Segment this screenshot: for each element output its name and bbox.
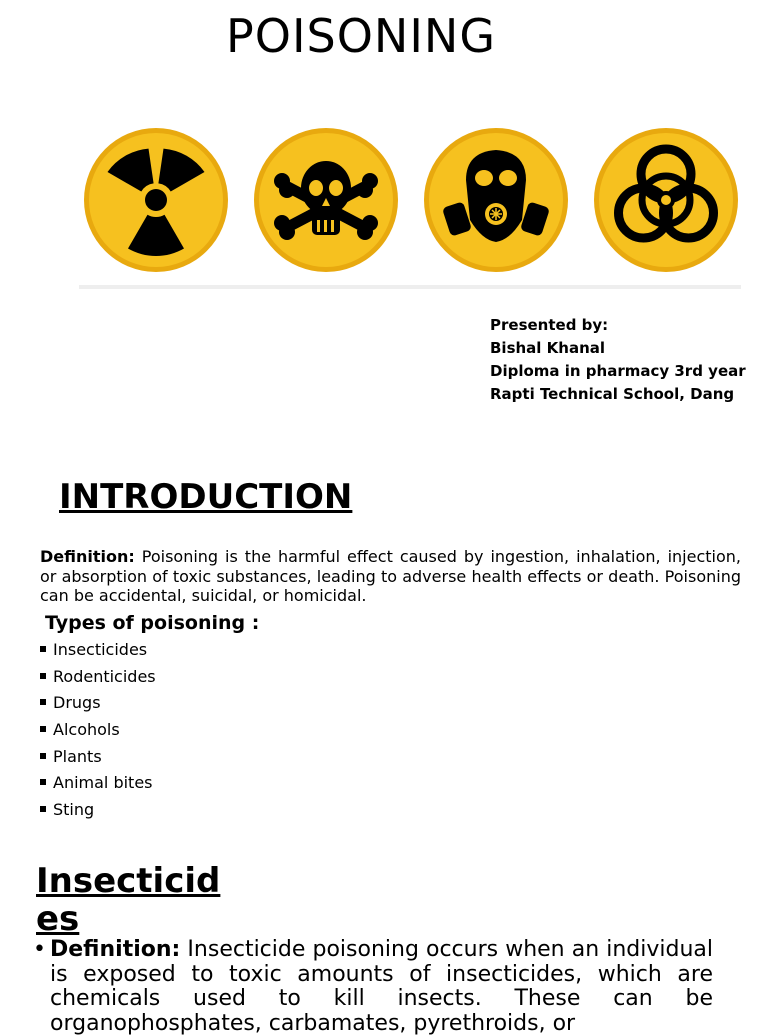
list-item-label: Animal bites (53, 773, 153, 793)
hazard-icons-row (0, 127, 768, 273)
definition-label: Definition: (40, 547, 135, 566)
presenter-school: Rapti Technical School, Dang (490, 385, 735, 403)
introduction-heading: INTRODUCTION (59, 477, 353, 517)
list-item (40, 745, 156, 772)
presenter-label: Presented by: (490, 316, 609, 334)
radiation-icon (83, 127, 229, 273)
insecticides-heading: Insecticides (36, 861, 221, 939)
list-item-label: Plants (53, 746, 102, 766)
insecticides-definition-text: Insecticide poisoning occurs when an individual is exposed to toxic amounts of insecticides, which are chemicals used to kill insects. These can be organophosphates, carbamates, pyrethroids, or (50, 937, 713, 1036)
definition-text: Poisoning is the harmful effect caused by ingestion, inhalation, injection, or absorption of toxic substances, leading to adverse health effects or death. Poisoning can be accidental, suicidal, or homicidal. (40, 547, 741, 605)
biohazard-icon (593, 127, 739, 273)
types-list (40, 638, 156, 825)
list-item-label: Insecticides (53, 640, 148, 659)
list-item (40, 718, 156, 745)
square-bullet-icon (40, 726, 46, 732)
list-item-label: Alcohols (53, 720, 120, 740)
bullet-icon: • (33, 937, 46, 962)
square-bullet-icon (40, 806, 46, 812)
square-bullet-icon (40, 673, 46, 679)
presenter-name: Bishal Khanal (490, 339, 606, 357)
poisoning-definition (40, 547, 741, 606)
square-bullet-icon (40, 699, 46, 705)
presenter-info (490, 314, 746, 406)
gas-mask-icon (423, 127, 569, 273)
presenter-program: Diploma in pharmacy 3rd year (490, 362, 746, 380)
list-item (40, 691, 156, 718)
list-item-label: Rodenticides (53, 666, 156, 686)
list-item (40, 771, 156, 798)
square-bullet-icon (40, 753, 46, 759)
square-bullet-icon (40, 646, 46, 652)
list-item (40, 665, 156, 692)
divider-line (79, 285, 741, 289)
square-bullet-icon (40, 779, 46, 785)
list-item (40, 798, 156, 825)
insecticides-definition-label: Definition: (50, 937, 181, 962)
list-item-label: Sting (53, 800, 95, 820)
types-heading: Types of poisoning : (45, 612, 260, 634)
list-item-label: Drugs (53, 693, 101, 713)
page-title: POISONING (226, 9, 496, 63)
list-item (40, 638, 156, 665)
insecticides-definition (33, 938, 713, 1036)
skull-crossbones-icon (253, 127, 399, 273)
